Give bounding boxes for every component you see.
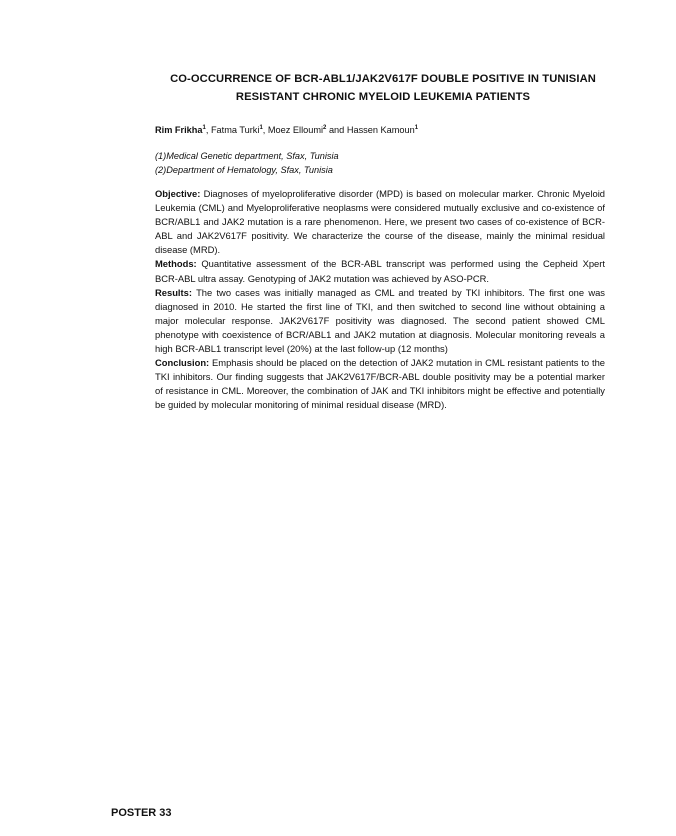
- abstract-conclusion: [155, 356, 605, 412]
- author: [155, 125, 211, 135]
- section-text: Quantitative assessment of the BCR-ABL transcript was performed using the Cepheid Xpert BCR-ABL ultra assay. Genotyping of JAK2 mutation was achieved by ASO-PCR.: [155, 258, 605, 284]
- author-affiliation-mark: 1: [259, 125, 263, 131]
- author: [268, 125, 347, 135]
- author-list: [155, 123, 418, 137]
- author-name: Hassen Kamoun: [346, 125, 415, 135]
- author: [347, 125, 418, 135]
- affiliation: (2)Department of Hematology, Sfax, Tunisia: [155, 165, 333, 175]
- author-name: Moez Elloumi: [267, 125, 324, 135]
- section-label: Conclusion:: [155, 357, 210, 369]
- section-label: Results:: [155, 286, 192, 298]
- abstract-methods: [155, 257, 605, 285]
- abstract-results: [155, 286, 605, 356]
- section-label: Methods:: [155, 258, 197, 270]
- section-text: Diagnoses of myeloproliferative disorder (MPD) is based on molecular marker. Chronic Myeloid Leukemia (CML) and Myeloproliferative neoplasms were considered mutually exclusive and co-existence of BCR/ABL1 and JAK2 mutation is a rare phenomenon. Here, we present two cases of co-existence of BCR-ABL and JAK2V617F positivity. We characterize the course of the disease, mainly the minimal residual disease (MRD).: [155, 188, 605, 256]
- author-separator: ,: [262, 125, 268, 135]
- section-text: Emphasis should be placed on the detection of JAK2 mutation in CML resistant patients to the TKI inhibitors. Our finding suggests that JAK2V617F/BCR-ABL double positivity may be a potential marker of resistance in CML. Moreover, the combination of JAK and TKI inhibitors might be effective and potentially be guided by molecular monitoring of minimal residual disease (MRD).: [155, 357, 605, 411]
- paper-title: CO-OCCURRENCE OF BCR-ABL1/JAK2V617F DOUBLE POSITIVE IN TUNISIAN RESISTANT CHRONIC MYELOID LEUKEMIA PATIENTS: [170, 73, 596, 103]
- section-text: The two cases was initially managed as CML and treated by TKI inhibitors. The first one was diagnosed in 2010. He started the first line of TKI, and then switched to second line without obtaining a major molecular response. JAK2V617F positivity was diagnosed. The second patient showed CML phenotype with coexistence of BCR/ABL1 and JAK2 mutation at diagnosis. Molecular monitoring reveals a high BCR-ABL1 transcript level (20%) at the last follow-up (12 months): [155, 286, 605, 355]
- affiliation-list: [155, 149, 339, 177]
- author-affiliation-mark: 1: [202, 125, 206, 131]
- affiliation: (1)Medical Genetic department, Sfax, Tunisia: [155, 151, 339, 161]
- author-separator: and: [326, 125, 347, 135]
- author-separator: ,: [205, 125, 211, 135]
- author-affiliation-mark: 2: [323, 125, 327, 131]
- poster-number: POSTER 33: [111, 807, 172, 819]
- author-affiliation-mark: 1: [414, 125, 419, 131]
- abstract-objective: [155, 187, 605, 257]
- author-name: Rim Frikha: [155, 125, 203, 135]
- section-label: Objective:: [155, 188, 201, 199]
- author: [211, 125, 268, 135]
- author-name: Fatma Turki: [210, 125, 260, 135]
- abstract: [155, 187, 605, 413]
